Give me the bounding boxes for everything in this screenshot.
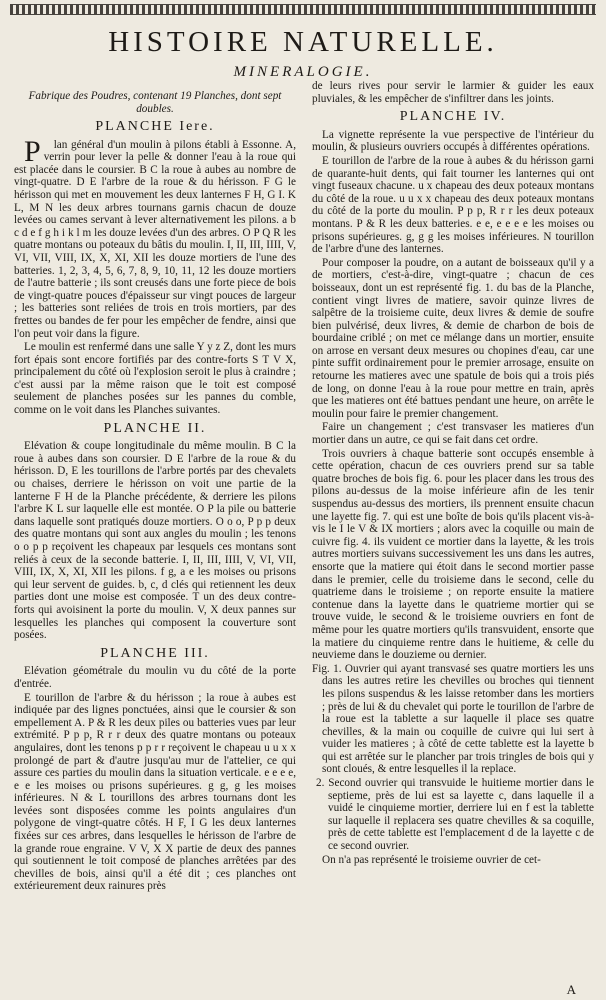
right-column: [312, 80, 594, 867]
paragraph: Le moulin est renfermé dans une salle Y y z Z, dont les murs fort épais sont encore fortifiés par des contre-forts S T V X, principalement du côté où l'explosion seroit le plus à craindre ; c'est aussi par la même raison que le toit est composé seulement de planches posées sur les pannes du comble, comme on le voit dans les Planches suivantes.: [14, 341, 296, 417]
paragraph: Elévation géométrale du moulin vu du côté de la porte d'entrée.: [14, 665, 296, 690]
intro-caption: Fabrique des Poudres, contenant 19 Planches, dont sept doubles.: [28, 90, 282, 115]
section-subtitle: MINERALOGIE.: [233, 64, 373, 80]
catchword: A: [566, 982, 576, 997]
top-ornament-border: [10, 4, 596, 15]
planche-1-heading: PLANCHE Iere.: [95, 119, 215, 134]
paragraph: Pour composer la poudre, on a autant de boisseaux qu'il y a de mortiers, c'est-à-dire, vingt-quatre ; chacun de ces boisseaux, dont un est représenté fig. 1. du bas de la Planche, contient vingt livres de matiere, savoir quinze livres de salpêtre de la troisieme cuite, deux livres & demie de soufre bien pulvérisé, deux livres, & demie de charbon de bois de bourdaine criblé ; on met ce mélange dans un mortier, ensuite on arrose en versant deux mesures ou chopines d'eau, car une pinte suffit ordinairement pour le premier arrosage, ensuite on retourne les matieres avec une spatule de bois qui a trois piés de long, on donne l'eau à la roue pour mettre en train, après que les matieres ont été battues pendant une heure, on arrête le moulin pour faire le premier changement.: [312, 256, 594, 420]
page-title: HISTOIRE NATURELLE.: [108, 26, 498, 58]
figure-caption: Fig. 1. Ouvrier qui ayant transvasé ses quatre mortiers les uns dans les autres retire les chevilles ou broches qui tiennent les pilons suspendus & les laisse retomber dans les mortiers ; près de lui & du chevalet qui porte le tourillon de l'arbre de la roue est la tablette a sur laquelle il place ses quatre chevilles, & la main ou coquille de cuivre qui lui sert à vuider les matieres ; à côté de cette tablette est la layette b qui est arrêtée sur le plancher par trois tringles de bois qui y sont cloués, & entre lesquelles il la replace.: [312, 662, 594, 776]
left-column: [14, 90, 296, 894]
paragraph: E tourillon de l'arbre & du hérisson ; la roue à aubes est indiquée par des lignes ponctuées, ainsi que le coursier & son empellement A. P & R les deux piles ou batteries vues par leur extrémité. P p p, R r r deux des quatre montans ou poteaux angulaires, dont les tenons p p r r reçoivent le chapeau u u x x prolongé de part & d'autre jusqu'au mur de l'attelier, ce qui assure ces parties du moulin dans la situation verticale. e e e e, e e les moises ou prisons supérieures. g g, g les moises inférieures. N & L tourillons des arbres tournans dont les levées sont disposées comme les points angulaires d'un polygone de vingt-quatre côtés. H F, I G les deux lanternes fixées sur ces arbres, dans lesquelles le hérisson de l'arbre de la grande roue engraine. V V, X X partie de deux des pannes qui soutiennent le toit composé de planches arrêtées par des chevilles de bois, ainsi qu'il a été dit ; ces planches ont extérieurement deux rainures près: [14, 691, 296, 893]
planche-2-heading: PLANCHE II.: [103, 420, 207, 436]
planche-4-heading: PLANCHE IV.: [399, 109, 507, 125]
paragraph: La vignette représente la vue perspective de l'intérieur du moulin, & plusieurs ouvriers occupés à différentes opérations.: [312, 128, 594, 154]
paragraph: Faire un changement ; c'est transvaser les matieres d'un mortier dans un autre, ce qui se fait dans cet ordre.: [312, 421, 594, 447]
paragraph: On n'a pas représenté le troisieme ouvrier de cet-: [322, 853, 541, 866]
paragraph: Elévation & coupe longitudinale du même moulin. B C la roue à aubes dans son coursier. D E l'arbre de la roue & du hérisson. D, E les tourillons de l'arbre portés par des chevalets ou chaises, derriere le hérisson on voit une partie de la lanterne F H de la Planche précédente, & derriere les pilons l'arbre K L sur laquelle elle est montée. O P la pile ou batterie dans laquelle sont pratiqués douze mortiers. O o o, P p p deux des quatre montans qui sont aux angles du moulin ; les tenons o o p p reçoivent les chapeaux par lesquels ces montans sont reliés à ceux de la seconde batterie. I, II, III, IIII, V, VI, VII, VIII, IX, X, XI, XII les pilons. f g, a e les moises ou prisons qui leur servent de guides. b, c, d clés qui retiennent les deux parties dont une moise est composée. T un des deux contre-forts qui avoisinent la porte du moulin. V, X deux pannes sur lesquelles les planches qui composent la couverture sont posées.: [14, 440, 296, 642]
paragraph: de leurs rives pour servir le larmier & guider les eaux pluviales, & les empêcher de s'infiltrer dans les joints.: [312, 80, 594, 105]
paragraph: Plan général d'un moulin à pilons établi à Essonne. A, verrin pour lever la pelle & donner l'eau à la roue qui est placée dans le coursier. B C la roue à aubes au nombre de vingt-quatre. D E l'arbre de la roue & du hérisson. F G le hérisson qui met en mouvement les deux lanternes F H, G I. K L, M N les deux arbres tournans garnis chacun de douze levées ou cames servant à lever alternativement les pilons. a b c d e f g h i k l m les douze levées d'un des arbres. O P Q R les quatre montans ou poteaux du bâtis du moulin. I, II, III, IIII, V, VI, VII, VIII, IX, X, XI, XII les douze mortiers de l'une des batteries. 1, 2, 3, 4, 5, 6, 7, 8, 9, 10, 11, 12 les douze mortiers de l'autre batterie ; ils sont creusés dans une forte piece de bois de vingt-quatre pouces d'épaisseur sur vingt pouces de largeur ; les batteries sont reliées de trois en trois mortiers, par des frettes ou bandes de fer pour les empêcher de fendre, ainsi que l'on peut voir dans la figure.: [14, 134, 296, 340]
paragraph: Trois ouvriers à chaque batterie sont occupés ensemble à cette opération, chacun de ces ouvriers prend sur sa table quatre broches de bois fig. 6. pour les placer dans les trous des pilons au-dessus de la moise inférieure afin de les tenir suspendus au-dessus des mortiers, ils prennent ensuite chacun une layette fig. 7. qui est une boîte de bois qu'ils placent vis-à-vis le I le V & IX mortiers ; alors avec la coquille ou main de cuivre fig. 4. ils vuident ce mortier dans la layette, & les trois autres mortiers suivans successivement les uns dans les autres, ensorte que la matiere qui étoit dans le second mortier passe dans le premier, celle du troisieme dans le second, celle du quatrieme dans le troisieme ; on reporte ensuite la matiere contenue dans la layette dans le quatrieme mortier qui se trouve vuide, le second & le troisieme ouvriers en font de même pour les quatre mortiers qu'ils transvuident, ensorte que la matiere du cinquieme rentre dans le huitieme, & celle du neuvieme dans le douzieme ou dernier.: [312, 447, 594, 662]
planche-3-heading: PLANCHE III.: [100, 645, 210, 661]
figure-caption: 2. Second ouvrier qui transvuide le huitieme mortier dans le septieme, près de lui est sa layette c, dans laquelle il a vuidé le cinquieme mortier, derriere lui en f est la tablette sur laquelle il replacera ses quatre chevilles & sa coquille, près de cette tablette est l'emplacement d de la layette c de ce second ouvrier.: [316, 777, 594, 853]
paragraph: E tourillon de l'arbre de la roue à aubes & du hérisson garni de quarante-huit dents, qui fait tourner les lanternes qui ont vingt fuseaux chacune. u x chapeau des deux poteaux montans du côté de la roue. u u x x chapeau des deux poteaux montans du côté de la porte du moulin. P p p, R r r les deux poteaux montans. P & R les deux batteries. e e, e e e e les moises ou prisons supérieures. g, g g les moises inférieures. N tourillon de l'arbre d'une des lanternes.: [312, 154, 594, 256]
